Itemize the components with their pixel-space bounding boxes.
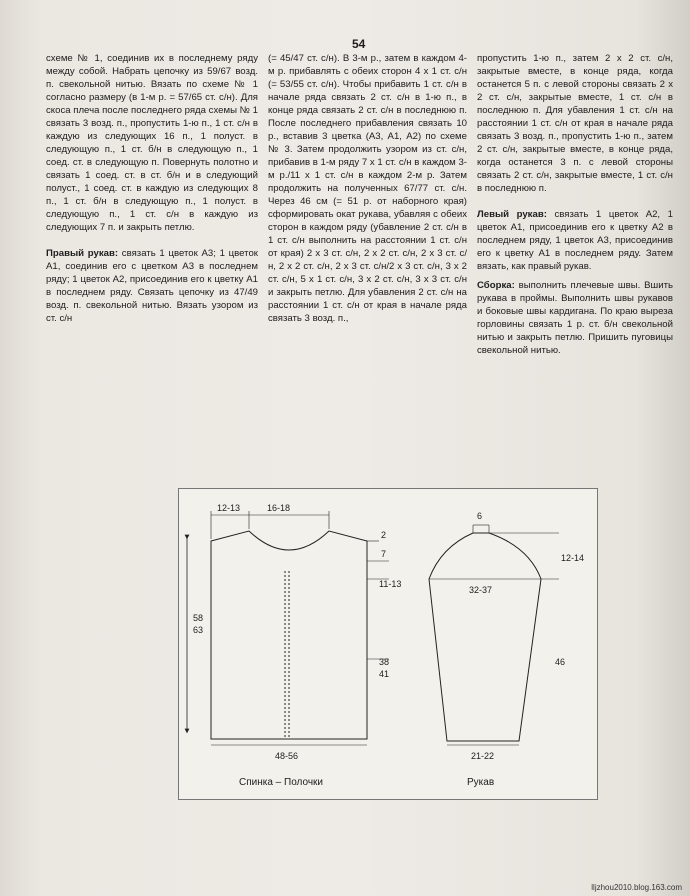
side-length-label-1: 38	[379, 657, 390, 667]
total-length-label-1: 58	[193, 613, 204, 623]
schematic-svg	[179, 489, 597, 799]
total-length-label-2: 63	[193, 625, 204, 635]
sleeve-upper-width-label: 32-37	[469, 585, 493, 595]
sleeve-cap-height-label: 12-14	[561, 553, 585, 563]
shoulder-width-label: 12-13	[217, 503, 241, 513]
paragraph: схеме № 1, соединив их в последнему ряду между собой. Набрать цепочку из 59/67 возд. п. свекольной нитью. Вязать по схеме № 1 согласно размеру (в 1-м р. = 57/65 ст. с/н). Для скоса плеча после последнего ряда схемы № 1 связать 3 возд. п., пропустить 1-ю п., 1 ст. с/н в каждую из следующих 16 п., 1 полуст. в следующую п., 1 ст. б/н в следующую п., 1 соед. ст. в следующую п. Повернуть полотно и связать 1 соед. ст. в ст. б/н и в следующий полуст., 1 соед. ст. в каждую из следующих 8 п., 1 ст. б/н в следующую п., 1 полуст. в следующую п., 1 ст. с/н в каждую из следующих 7 п. и закрыть петлю.	[46, 53, 258, 233]
page-number: 54	[352, 37, 366, 51]
section-title-assembly: Сборка:	[477, 280, 515, 291]
side-length-label-2: 41	[379, 669, 390, 679]
sleeve-caption: Рукав	[467, 777, 495, 788]
pattern-diagram	[178, 488, 598, 800]
paragraph: Левый рукав: связать 1 цветок А2, 1 цветок А1, присоединив его к цветку А2 в последнем ряду, 1 цветок А3, присоединив его к цветку А1 в последнем ряду. Затем вязать, как правый рукав.	[477, 209, 673, 272]
neck-depth-back-label: 2	[381, 530, 387, 540]
section-title-right-sleeve: Правый рукав:	[46, 248, 119, 259]
neck-width-label: 16-18	[267, 503, 291, 513]
bottom-width-label: 48-56	[275, 751, 299, 761]
paragraph: (= 45/47 ст. с/н). В 3-м р., затем в каждом 4-м р. прибавлять с обеих сторон 4 х 1 ст. с/н (= 53/55 ст. с/н). Чтобы прибавить 1 ст. с/н в начале ряда связать 2 ст. с/н в 1-ю п., в конце ряда связать 2 ст. с/н в последнюю п. После последнего прибавления связать 10 р., вставив 3 цветка (А3, А1, А2) по схеме № 3. Затем продолжить узором из ст. с/н, прибавив в 1-м ряду 7 х 1 ст. с/н в каждом 3- м р./11 х 1 ст. с/н в каждом 2-м р. Затем продолжить на полученных 67/77 ст. с/н. Через 46 см (= 51 р. от наборного края) сформировать окат рукава, убавляя с обеих сторон в каждом ряду (убавление 2 ст. с/н в 1 ст. с/н выполнить на расстоянии 1 ст. с/н от края) 2 х 3 ст. с/н, 2 х 2 ст. с/н, 2 х 3 ст. с/н, 2 х 2 ст. с/н, 2 х 3 ст. с/н/2 х 3 ст. с/н, 3 х 2 ст. с/н, 5 х 1 ст. с/н, 3 х 2 ст. с/н, 3 х 3 ст. с/н и закрыть петлю. Для убавления 2 ст. с/н на расстоянии 1 ст. с/н от края в начале ряда связать 3 возд. п.,	[268, 53, 467, 324]
sleeve-cuff-width-label: 21-22	[471, 751, 495, 761]
paragraph: пропустить 1-ю п., затем 2 х 2 ст. с/н, закрытые вместе, в конце ряда, когда останется 5 п. с левой стороны связать 2 х 2 ст. с/н, закрытые вместе, 1 ст. с/н в последнюю п. Для убавления 1 ст. с/н на расстоянии 1 ст. с/н от края в начале ряда связать 3 возд. п., пропустить 1-ю п., затем 2 ст. с/н, закрытые вместе, в конце ряда, когда останется 3 п. с левой стороны связать 2 ст. с/н, закрытые вместе, 1 ст. с/н в последнюю п.	[477, 53, 673, 194]
body-caption: Спинка – Полочки	[239, 777, 324, 788]
text-column-1	[46, 52, 258, 325]
text-column-3	[477, 52, 673, 357]
blog-watermark: lljzhou2010.blog.163.com	[591, 883, 682, 892]
section-title-left-sleeve: Левый рукав:	[477, 209, 547, 220]
sleeve-top-width-label: 6	[477, 511, 483, 521]
paragraph: Сборка: выполнить плечевые швы. Вшить рукава в проймы. Выполнить швы рукавов и боковые швы кардигана. По краю выреза горловины связать 1 р. ст. б/н свекольной нитью и закрыть петлю. Пришить пуговицы свекольной нитью.	[477, 280, 673, 356]
text-column-2	[268, 52, 467, 325]
sleeve-outline	[429, 533, 541, 741]
sleeve-length-label: 46	[555, 657, 566, 667]
paragraph: Правый рукав: связать 1 цветок А3; 1 цветок А1, соединив его с цветком А3 в последнем ряду; 1 цветок А2, присоединив его к цветку А1 в последнем ряду. Связать цепочку из 47/49 возд. п. свекольной нитью. Вязать узором из ст. с/н	[46, 248, 258, 324]
neck-depth-front-label: 7	[381, 549, 387, 559]
armhole-label: 11-13	[379, 579, 402, 589]
